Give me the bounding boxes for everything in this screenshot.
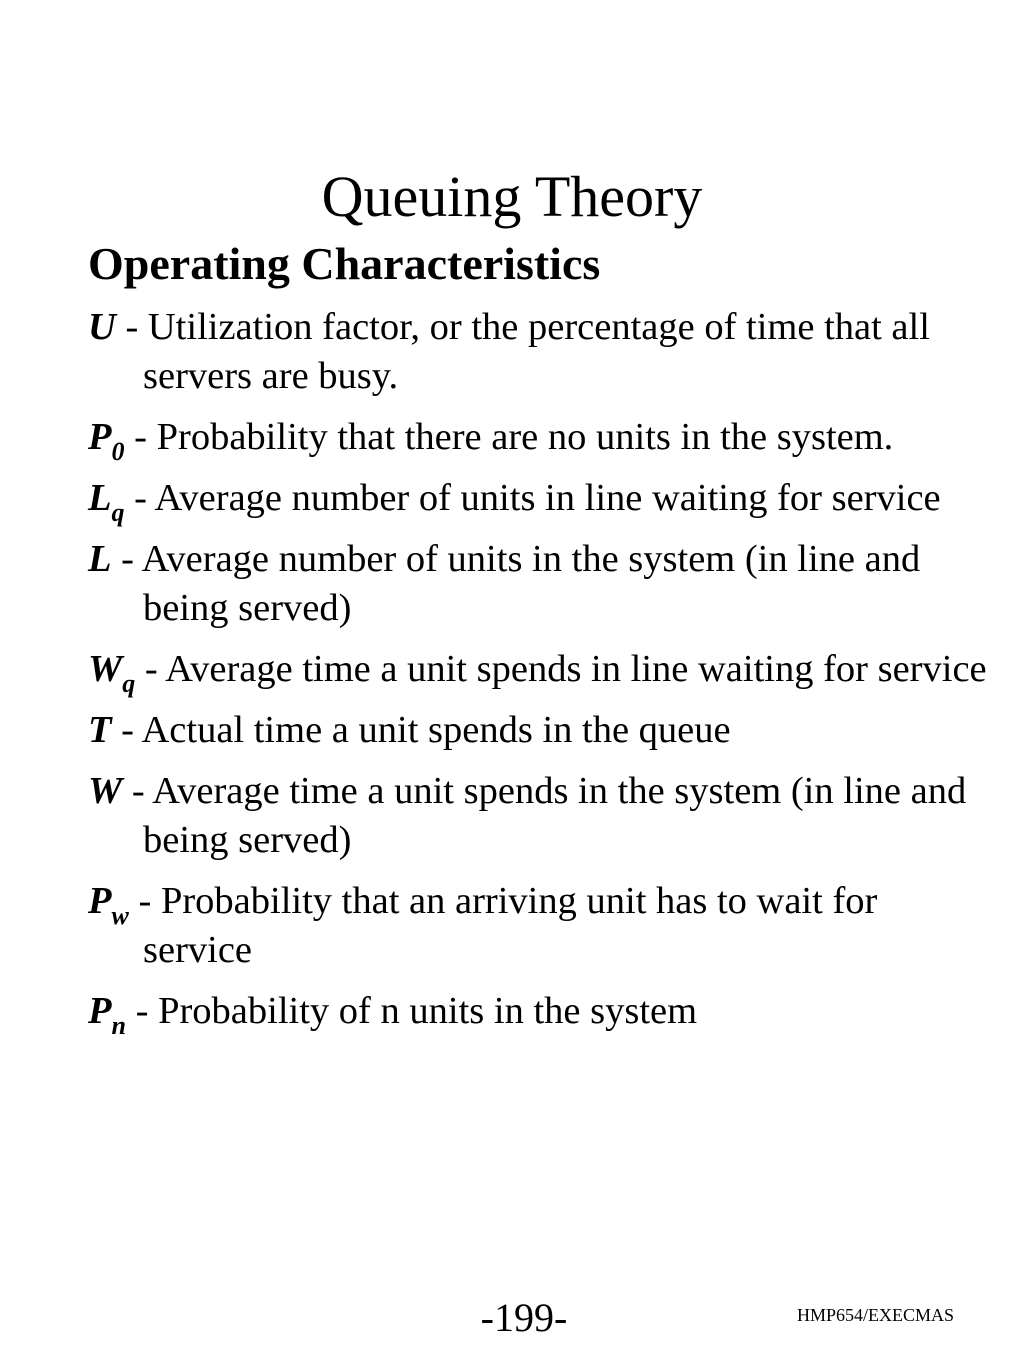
- definition-symbol: P: [88, 416, 112, 458]
- definition-subscript: q: [111, 498, 125, 527]
- definition-symbol: T: [88, 709, 112, 751]
- definition-symbol: L: [88, 477, 112, 519]
- definition-text: - Probability that there are no units in the system.: [124, 416, 894, 458]
- page-number: -199-: [480, 1295, 568, 1340]
- definition-subscript: 0: [111, 437, 125, 466]
- definition-utilization: [88, 303, 988, 401]
- definition-symbol: W: [88, 648, 123, 690]
- definition-avg-time-in-system: [88, 767, 988, 865]
- definition-prob-no-units: [88, 413, 988, 466]
- definition-prob-n-units: [88, 987, 988, 1040]
- definition-avg-units-in-system: [88, 535, 988, 633]
- definition-subscript: q: [122, 669, 136, 698]
- definition-text: - Average number of units in the system (in line and being served): [111, 538, 921, 629]
- definition-text: - Probability of n units in the system: [126, 990, 698, 1032]
- definition-text: - Average number of units in line waiting for service: [124, 477, 941, 519]
- section-heading: Operating Characteristics: [88, 238, 601, 289]
- definition-symbol: U: [88, 306, 116, 348]
- definition-symbol: P: [88, 880, 112, 922]
- definition-list: [88, 303, 988, 1048]
- definition-symbol: L: [88, 538, 112, 580]
- definition-subscript: n: [111, 1011, 126, 1040]
- definition-symbol: W: [88, 770, 123, 812]
- page-title: Queuing Theory: [321, 164, 703, 229]
- definition-text: - Average time a unit spends in line waiting for service: [135, 648, 987, 690]
- definition-text: - Utilization factor, or the percentage of time that all servers are busy.: [115, 306, 930, 397]
- definition-text: - Average time a unit spends in the system (in line and being served): [122, 770, 967, 861]
- definition-prob-wait: [88, 877, 988, 975]
- definition-actual-time-in-queue: [88, 706, 988, 755]
- course-code: HMP654/EXECMAS: [797, 1305, 955, 1325]
- definition-subscript: w: [111, 901, 129, 930]
- definition-text: - Actual time a unit spends in the queue: [111, 709, 731, 751]
- definition-avg-time-in-line: [88, 645, 988, 698]
- definition-text: - Probability that an arriving unit has to wait for service: [128, 880, 878, 971]
- definition-symbol: P: [88, 990, 112, 1032]
- definition-avg-units-in-line: [88, 474, 988, 527]
